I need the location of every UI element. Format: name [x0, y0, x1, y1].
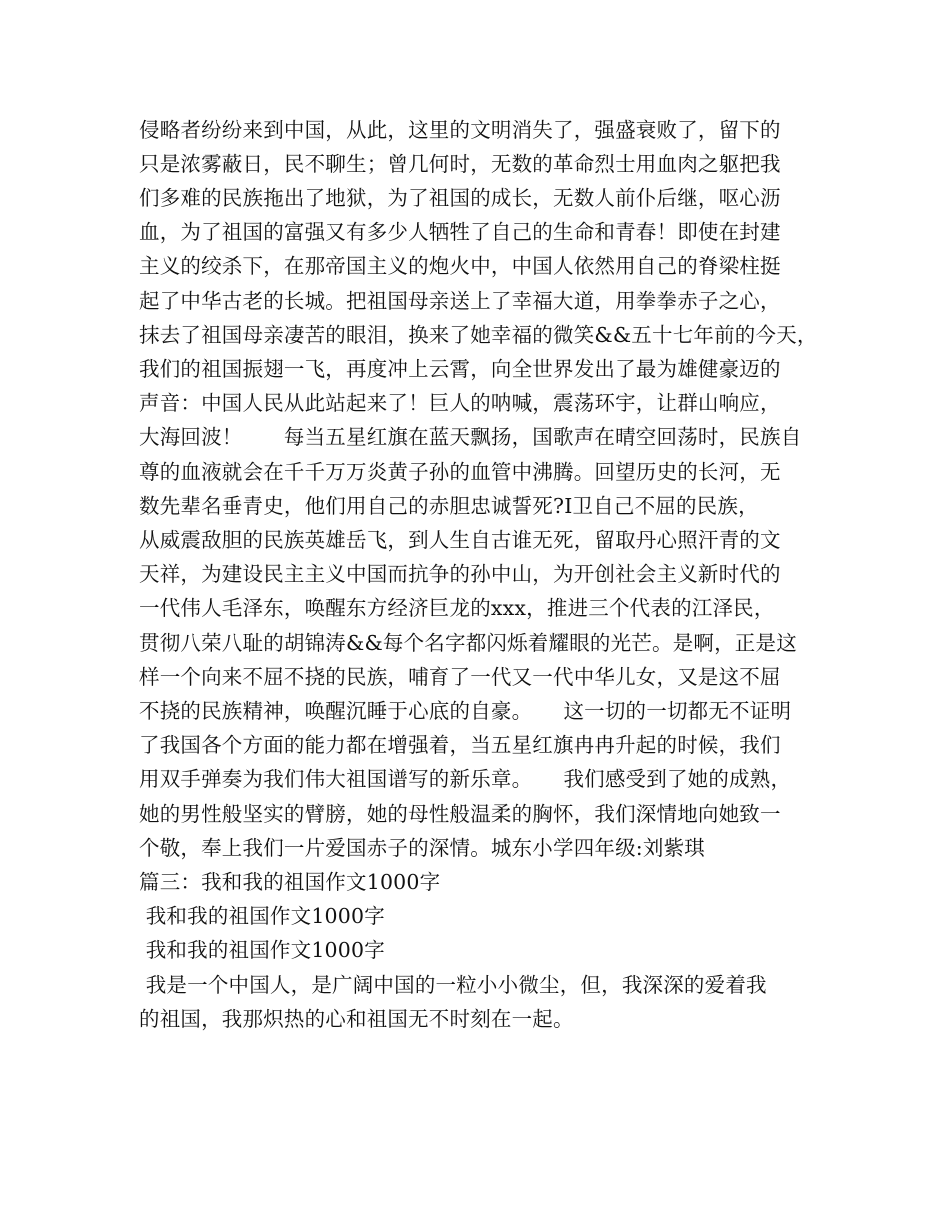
text-line: 一代伟人毛泽东，唤醒东方经济巨龙的xxx，推进三个代表的江泽民，: [139, 596, 775, 620]
text-line: 了我国各个方面的能力都在增强着，当五星红旗冉冉升起的时候，我们: [139, 733, 781, 757]
text-line: 大海回波！ 每当五星红旗在蓝天飘扬，国歌声在晴空回荡时，民族自: [139, 425, 802, 449]
text-line: 尊的血液就会在千千万万炎黄子孙的血管中沸腾。回望历史的长河，无: [139, 460, 781, 484]
text-line: 从威震敌胆的民族英雄岳飞，到人生自古谁无死，留取丹心照汗青的文: [139, 528, 781, 552]
text-line: 样一个向来不屈不挠的民族，哺育了一代又一代中华儿女，又是这不屈: [139, 665, 781, 689]
subtitle-line: 我和我的祖国作文1000字: [139, 938, 385, 962]
text-line: 们多难的民族拖出了地狱，为了祖国的成长，无数人前仆后继，呕心沥: [139, 186, 781, 210]
text-line: 血，为了祖国的富强又有多少人牺牲了自己的生命和青春！即使在封建: [139, 220, 781, 244]
subtitle-line: 我和我的祖国作文1000字: [139, 904, 385, 928]
text-line: 声音：中国人民从此站起来了！巨人的呐喊，震荡环宇，让群山响应，: [139, 391, 781, 415]
text-line: 抹去了祖国母亲凄苦的眼泪，换来了她幸福的微笑&&五十七年前的今天，: [139, 323, 818, 347]
section-heading: 篇三：我和我的祖国作文1000字: [139, 870, 441, 894]
text-line: 我是一个中国人，是广阔中国的一粒小小微尘，但，我深深的爱着我: [139, 973, 767, 997]
text-line: 个敬，奉上我们一片爱国赤子的深情。城东小学四年级:刘紫琪: [139, 836, 706, 860]
text-line: 用双手弹奏为我们伟大祖国谱写的新乐章。 我们感受到了她的成熟，: [139, 767, 792, 791]
text-line: 主义的绞杀下，在那帝国主义的炮火中，中国人依然用自己的脊梁柱挺: [139, 254, 781, 278]
text-line: 起了中华古老的长城。把祖国母亲送上了幸福大道，用拳拳赤子之心，: [139, 289, 781, 313]
text-line: 的祖国，我那炽热的心和祖国无不时刻在一起。: [139, 1007, 574, 1031]
text-line: 天祥，为建设民主主义中国而抗争的孙中山，为开创社会主义新时代的: [139, 562, 781, 586]
text-line: 她的男性般坚实的臂膀，她的母性般温柔的胸怀，我们深情地向她致一: [139, 802, 781, 826]
text-line: 我们的祖国振翅一飞，再度冲上云霄，向全世界发出了最为雄健豪迈的: [139, 357, 781, 381]
text-line: 不挠的民族精神，唤醒沉睡于心底的自豪。 这一切的一切都无不证明: [139, 699, 792, 723]
text-line: 贯彻八荣八耻的胡锦涛&&每个名字都闪烁着耀眼的光芒。是啊，正是这: [139, 631, 797, 655]
text-line: 侵略者纷纷来到中国，从此，这里的文明消失了，强盛衰败了，留下的: [139, 118, 781, 142]
text-line: 数先辈名垂青史，他们用自己的赤胆忠诚誓死?I卫自己不屈的民族，: [139, 494, 759, 518]
text-line: 只是浓雾蔽日，民不聊生；曾几何时，无数的革命烈士用血肉之躯把我: [139, 152, 781, 176]
